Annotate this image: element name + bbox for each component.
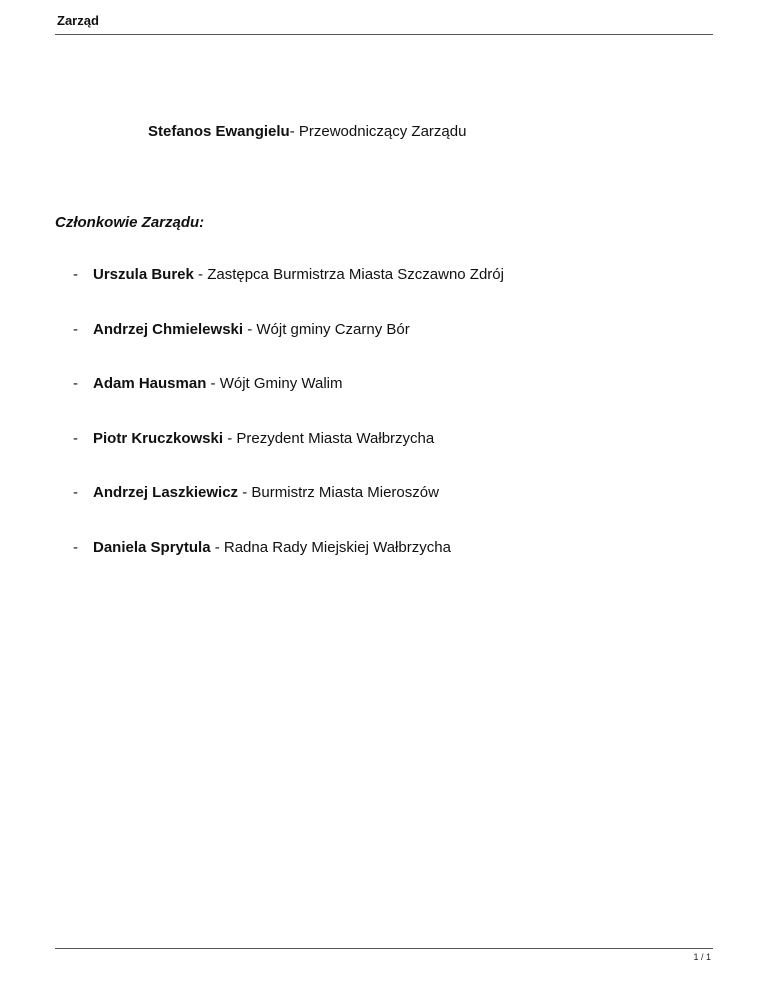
member-name: Piotr Kruczkowski xyxy=(93,429,224,447)
chair-name: Stefanos Ewangielu xyxy=(148,123,290,140)
member-name: Andrzej Laszkiewicz xyxy=(93,484,239,501)
chair-role: - Przewodniczący Zarządu xyxy=(289,123,467,140)
list-dash: - xyxy=(73,320,78,338)
member-name: Andrzej Chmielewski xyxy=(93,320,244,338)
members-heading: Członkowie Zarządu: xyxy=(55,214,205,231)
list-dash: - xyxy=(73,266,78,283)
member-item xyxy=(73,375,504,430)
member-item xyxy=(73,266,504,321)
list-dash: - xyxy=(73,484,78,501)
member-item xyxy=(73,430,504,485)
list-dash: - xyxy=(73,375,78,392)
list-dash: - xyxy=(73,429,78,447)
footer-divider xyxy=(55,948,713,949)
member-item xyxy=(73,321,504,376)
member-role: - Zastępca Burmistrza Miasta Szczawno Zdrój xyxy=(193,266,504,283)
page-header-title: Zarząd xyxy=(57,13,99,28)
header-divider xyxy=(55,34,713,35)
member-role: - Radna Rady Miejskiej Wałbrzycha xyxy=(210,538,451,556)
member-role: - Burmistrz Miasta Mieroszów xyxy=(238,484,439,501)
member-role: - Prezydent Miasta Wałbrzycha xyxy=(223,429,435,447)
member-item xyxy=(73,484,504,539)
member-role: - Wójt gminy Czarny Bór xyxy=(243,320,410,338)
member-name: Daniela Sprytula xyxy=(93,538,211,556)
page-number: 1 / 1 xyxy=(693,952,711,962)
chair-line xyxy=(148,123,466,140)
member-item xyxy=(73,539,504,594)
member-name: Urszula Burek xyxy=(93,266,194,283)
list-dash: - xyxy=(73,538,78,556)
members-list xyxy=(73,266,504,593)
member-name: Adam Hausman xyxy=(93,375,207,392)
member-role: - Wójt Gminy Walim xyxy=(206,375,343,392)
